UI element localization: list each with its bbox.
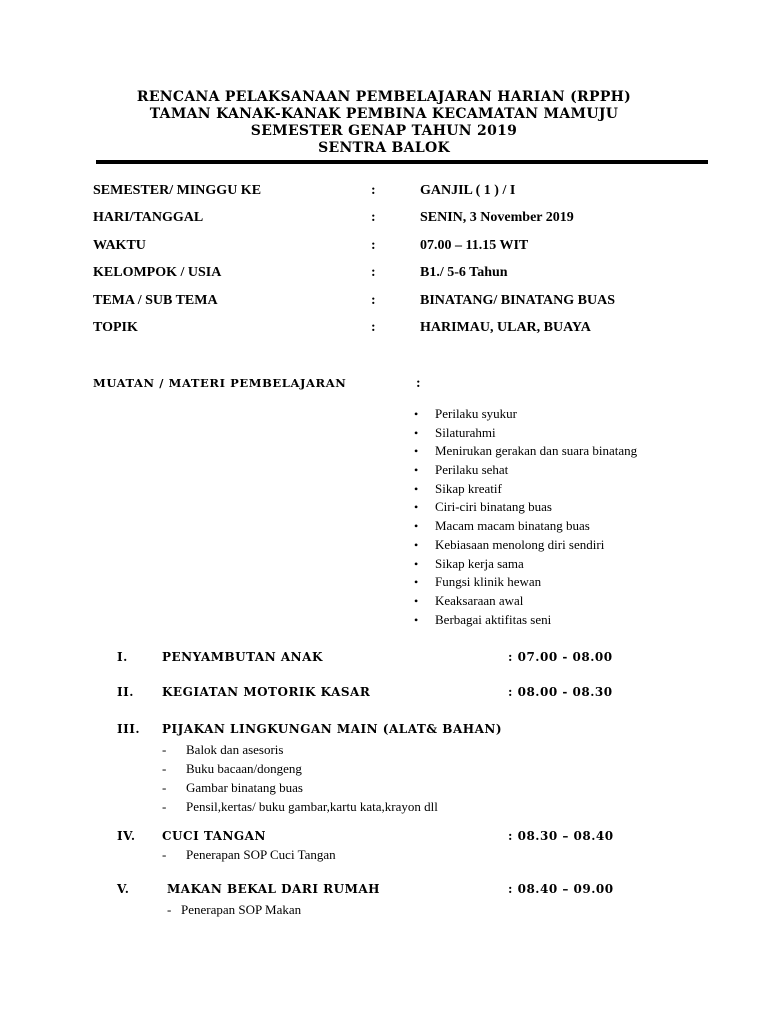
info-colon: : — [371, 210, 376, 225]
section-sub-item-text: Buku bacaan/dongeng — [186, 761, 302, 776]
materi-item — [414, 424, 637, 443]
section-name: KEGIATAN MOTORIK KASAR — [162, 685, 371, 699]
section-sub-item-text: Gambar binatang buas — [186, 780, 303, 795]
info-value: BINATANG/ BINATANG BUAS — [420, 293, 615, 308]
materi-label: MUATAN / MATERI PEMBELAJARAN — [93, 376, 347, 390]
section-sub-item-text: Balok dan asesoris — [186, 742, 284, 757]
info-label: WAKTU — [93, 238, 146, 253]
section-heading — [0, 829, 768, 849]
section-time: : 08.40 – 09.00 — [508, 882, 614, 896]
school-name: TAMAN KANAK-KANAK PEMBINA KECAMATAN MAMUJU — [149, 106, 619, 122]
materi-item — [414, 573, 637, 592]
dash-marker: - — [162, 780, 167, 795]
materi-item-text: Perilaku sehat — [435, 462, 509, 478]
materi-item-text: Kebiasaan menolong diri sendiri — [435, 536, 605, 552]
bullet-icon: • — [414, 500, 419, 515]
section-name: PENYAMBUTAN ANAK — [162, 650, 323, 664]
materi-item — [414, 536, 637, 555]
doc-title: RENCANA PELAKSANAAN PEMBELAJARAN HARIAN (RPPH) — [136, 89, 632, 105]
materi-item-text: Sikap kreatif — [435, 480, 502, 496]
info-colon: : — [371, 320, 376, 335]
info-row — [0, 265, 768, 285]
materi-item-text: Fungsi klinik hewan — [435, 574, 542, 590]
info-label: TOPIK — [93, 320, 138, 335]
bullet-icon: • — [414, 519, 419, 534]
materi-item-text: Macam macam binatang buas — [435, 518, 590, 534]
section-sub-item-text: Penerapan SOP Makan — [181, 902, 302, 917]
materi-item — [414, 555, 637, 574]
materi-item-text: Silaturahmi — [435, 424, 496, 440]
info-row — [0, 238, 768, 258]
bullet-icon: • — [414, 593, 419, 608]
section-num: II. — [117, 685, 134, 699]
info-label: KELOMPOK / USIA — [93, 265, 222, 280]
section-heading — [0, 650, 768, 670]
info-row — [0, 210, 768, 230]
section-num: I. — [117, 650, 128, 664]
section-sub-item — [0, 742, 768, 761]
materi-item — [414, 442, 637, 461]
section-time: : 07.00 - 08.00 — [508, 650, 613, 664]
section-sub-item — [0, 799, 768, 818]
materi-item — [414, 480, 637, 499]
section-sub-item-text: Penerapan SOP Cuci Tangan — [186, 847, 336, 862]
info-row — [0, 320, 768, 340]
materi-item — [414, 592, 637, 611]
dash-marker: - — [162, 799, 167, 814]
bullet-icon: • — [414, 463, 419, 478]
dash-marker: - — [162, 847, 167, 862]
dash-marker: - — [162, 761, 167, 776]
bullet-icon: • — [414, 575, 419, 590]
section-heading — [0, 882, 768, 902]
section-num: IV. — [117, 829, 136, 843]
dash-marker: - — [162, 742, 167, 757]
section-time: : 08.30 – 08.40 — [508, 829, 614, 843]
section-name: MAKAN BEKAL DARI RUMAH — [167, 882, 381, 896]
materi-item — [414, 498, 637, 517]
info-value: 07.00 – 11.15 WIT — [420, 238, 529, 253]
section-sub-item-text: Pensil,kertas/ buku gambar,kartu kata,krayon dll — [186, 799, 438, 814]
section-num: III. — [117, 722, 141, 736]
bullet-icon: • — [414, 425, 419, 440]
bullet-icon: • — [414, 556, 419, 571]
section-heading — [0, 685, 768, 705]
info-label: HARI/TANGGAL — [93, 210, 204, 225]
dash-marker: - — [167, 902, 172, 917]
section-heading — [0, 722, 768, 742]
info-colon: : — [371, 238, 376, 253]
info-value: SENIN, 3 November 2019 — [420, 210, 574, 225]
section-num: V. — [117, 882, 130, 896]
materi-list — [414, 405, 637, 629]
info-colon: : — [371, 265, 376, 280]
section-sub-item — [0, 902, 768, 921]
info-value: B1./ 5-6 Tahun — [420, 265, 508, 280]
info-value: HARIMAU, ULAR, BUAYA — [420, 320, 591, 335]
materi-item-text: Ciri-ciri binatang buas — [435, 499, 552, 515]
section-sub-item — [0, 761, 768, 780]
bullet-icon: • — [414, 407, 419, 421]
materi-item — [414, 611, 637, 630]
sentra-title: SENTRA BALOK — [318, 140, 450, 156]
bullet-icon: • — [414, 444, 419, 459]
info-row — [0, 183, 768, 203]
info-row — [0, 293, 768, 313]
info-colon: : — [371, 293, 376, 308]
bullet-icon: • — [414, 537, 419, 552]
info-label: TEMA / SUB TEMA — [93, 293, 218, 308]
info-colon: : — [371, 183, 376, 198]
info-value: GANJIL ( 1 ) / I — [420, 183, 516, 198]
section-name: PIJAKAN LINGKUNGAN MAIN (ALAT& BAHAN) — [162, 722, 503, 736]
semester-title: SEMESTER GENAP TAHUN 2019 — [250, 123, 518, 139]
materi-item — [414, 517, 637, 536]
info-label: SEMESTER/ MINGGU KE — [93, 183, 262, 198]
section-sub-item — [0, 780, 768, 799]
bullet-icon: • — [414, 612, 419, 627]
section-sub-item — [0, 847, 768, 866]
materi-item — [414, 405, 637, 424]
section-time: : 08.00 - 08.30 — [508, 685, 613, 699]
materi-item-text: Keaksaraan awal — [435, 592, 524, 608]
bullet-icon: • — [414, 481, 419, 496]
materi-item-text: Berbagai aktifitas seni — [435, 611, 552, 627]
materi-item — [414, 461, 637, 480]
section-name: CUCI TANGAN — [162, 829, 266, 843]
header-divider — [96, 160, 708, 164]
materi-item-text: Menirukan gerakan dan suara binatang — [435, 443, 638, 459]
materi-item-text: Perilaku syukur — [435, 406, 517, 421]
materi-item-text: Sikap kerja sama — [435, 555, 524, 571]
materi-colon: : — [416, 376, 421, 391]
